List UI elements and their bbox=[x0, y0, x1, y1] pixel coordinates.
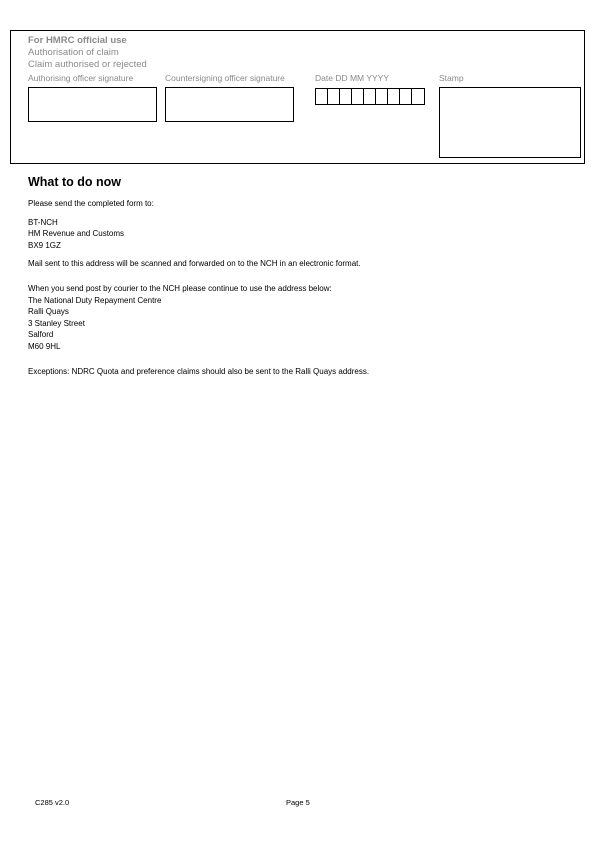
countersigning-signature-label: Countersigning officer signature bbox=[165, 73, 285, 83]
stamp-label: Stamp bbox=[439, 73, 464, 83]
address-line: BX9 1GZ bbox=[28, 240, 61, 250]
what-to-do-section bbox=[28, 175, 568, 377]
section-title: What to do now bbox=[28, 175, 122, 189]
authorising-signature-label: Authorising officer signature bbox=[28, 73, 134, 83]
date-year-digit-1[interactable] bbox=[364, 89, 376, 104]
hmrc-official-use-box bbox=[10, 30, 585, 164]
address-line: The National Duty Repayment Centre bbox=[28, 295, 162, 305]
authorising-signature-field[interactable] bbox=[28, 87, 157, 122]
address-line: BT-NCH bbox=[28, 217, 58, 227]
exceptions-note: Exceptions: NDRC Quota and preference claims should also be sent to the Ralli Quays address. bbox=[28, 366, 370, 376]
address-line: HM Revenue and Customs bbox=[28, 229, 125, 239]
courier-note: When you send post by courier to the NCH please continue to use the address below: bbox=[28, 283, 332, 293]
date-field[interactable] bbox=[315, 88, 425, 105]
stamp-field[interactable] bbox=[439, 87, 581, 158]
date-label: Date DD MM YYYY bbox=[315, 73, 390, 83]
address-line: Salford bbox=[28, 330, 54, 340]
scan-note: Mail sent to this address will be scanned and forwarded on to the NCH in an electronic format. bbox=[28, 259, 361, 269]
date-year-digit-2[interactable] bbox=[376, 89, 388, 104]
authorisation-heading: Authorisation of claim bbox=[28, 47, 119, 58]
form-code: C285 v2.0 bbox=[35, 798, 70, 807]
date-month-digit-2[interactable] bbox=[352, 89, 364, 104]
date-day-digit-1[interactable] bbox=[316, 89, 328, 104]
claim-status-text: Claim authorised or rejected bbox=[28, 59, 147, 70]
send-intro: Please send the completed form to: bbox=[28, 199, 154, 208]
primary-address bbox=[28, 217, 568, 252]
date-year-digit-5[interactable] bbox=[412, 89, 424, 104]
date-month-digit-1[interactable] bbox=[340, 89, 352, 104]
address-line: Ralli Quays bbox=[28, 307, 69, 317]
date-year-digit-4[interactable] bbox=[400, 89, 412, 104]
countersigning-signature-field[interactable] bbox=[165, 87, 294, 122]
date-year-digit-3[interactable] bbox=[388, 89, 400, 104]
page-number: Page 5 bbox=[286, 798, 310, 807]
courier-address bbox=[28, 295, 568, 353]
official-use-heading: For HMRC official use bbox=[28, 35, 127, 46]
address-line: 3 Stanley Street bbox=[28, 318, 85, 328]
date-day-digit-2[interactable] bbox=[328, 89, 340, 104]
address-line: M60 9HL bbox=[28, 341, 61, 351]
